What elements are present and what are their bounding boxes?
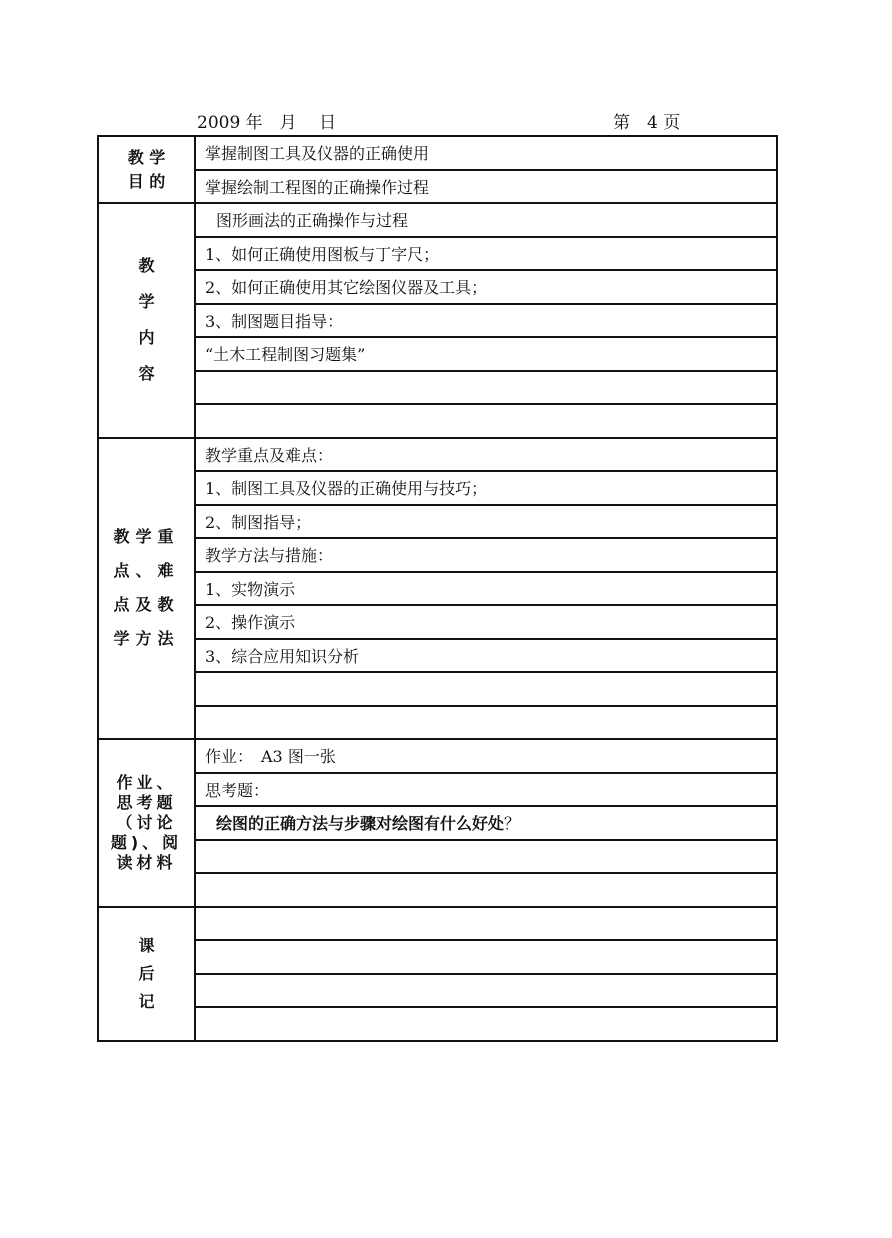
lesson-plan-table: [97, 135, 778, 1042]
header: [197, 108, 717, 134]
notes-row: [195, 907, 777, 941]
table-row: [98, 806, 777, 840]
label-homework: 作业、 思考题 （讨论 题)、阅 读材料: [98, 739, 195, 907]
method-row: 教学重点及难点：: [195, 438, 777, 472]
table-row: [98, 739, 777, 773]
table-row: [98, 538, 777, 572]
homework-row: 作业： A3 图一张: [195, 739, 777, 773]
method-row: 3、综合应用知识分析: [195, 639, 777, 673]
label-after-class-notes: 课 后 记: [98, 907, 195, 1041]
table-row: [98, 639, 777, 673]
table-row: [98, 873, 777, 907]
method-row: 2、操作演示: [195, 605, 777, 639]
table-row: [98, 203, 777, 237]
content-row: 2、如何正确使用其它绘图仪器及工具；: [195, 270, 777, 304]
content-row: 1、如何正确使用图板与丁字尺；: [195, 237, 777, 271]
homework-row: [195, 873, 777, 907]
table-row: [98, 572, 777, 606]
question-text: 绘图的正确方法与步骤对绘图有什么好处: [216, 814, 505, 834]
goal-row: 掌握制图工具及仪器的正确使用: [195, 136, 777, 170]
table-row: [98, 907, 777, 941]
table-row: [98, 1007, 777, 1041]
table-row: [98, 304, 777, 338]
table-row: [98, 438, 777, 472]
method-row: 教学方法与措施：: [195, 538, 777, 572]
content-row: [195, 371, 777, 405]
goal-row: 掌握绘制工程图的正确操作过程: [195, 170, 777, 204]
table-row: [98, 773, 777, 807]
date-line: 2009 年 月 日: [197, 113, 337, 133]
method-row: [195, 672, 777, 706]
question-mark: ？: [504, 814, 521, 834]
page-number: 第 4 页: [613, 113, 681, 133]
label-key-points-methods: 教学重 点、难 点及教 学方法: [98, 438, 195, 740]
table-row: [98, 404, 777, 438]
table-row: [98, 706, 777, 740]
label-teaching-goal: 教 学 目 的: [98, 136, 195, 203]
content-row: 3、制图题目指导：: [195, 304, 777, 338]
homework-row: 思考题：: [195, 773, 777, 807]
homework-row: [195, 840, 777, 874]
table-row: [98, 237, 777, 271]
table-row: [98, 672, 777, 706]
table-row: [98, 840, 777, 874]
homework-question-row: [195, 806, 777, 840]
method-row: 2、制图指导；: [195, 505, 777, 539]
method-row: 1、制图工具及仪器的正确使用与技巧；: [195, 471, 777, 505]
table-row: [98, 974, 777, 1008]
table-row: [98, 136, 777, 170]
table-row: [98, 337, 777, 371]
table-row: [98, 170, 777, 204]
notes-row: [195, 940, 777, 974]
table-row: [98, 505, 777, 539]
label-teaching-content: 教 学 内 容: [98, 203, 195, 438]
method-row: [195, 706, 777, 740]
notes-row: [195, 1007, 777, 1041]
content-row: 图形画法的正确操作与过程: [195, 203, 777, 237]
table-row: [98, 605, 777, 639]
method-row: 1、实物演示: [195, 572, 777, 606]
table-row: [98, 371, 777, 405]
table-row: [98, 270, 777, 304]
table-row: [98, 940, 777, 974]
notes-row: [195, 974, 777, 1008]
table-row: [98, 471, 777, 505]
content-row: [195, 404, 777, 438]
content-row: “土木工程制图习题集”: [195, 337, 777, 371]
